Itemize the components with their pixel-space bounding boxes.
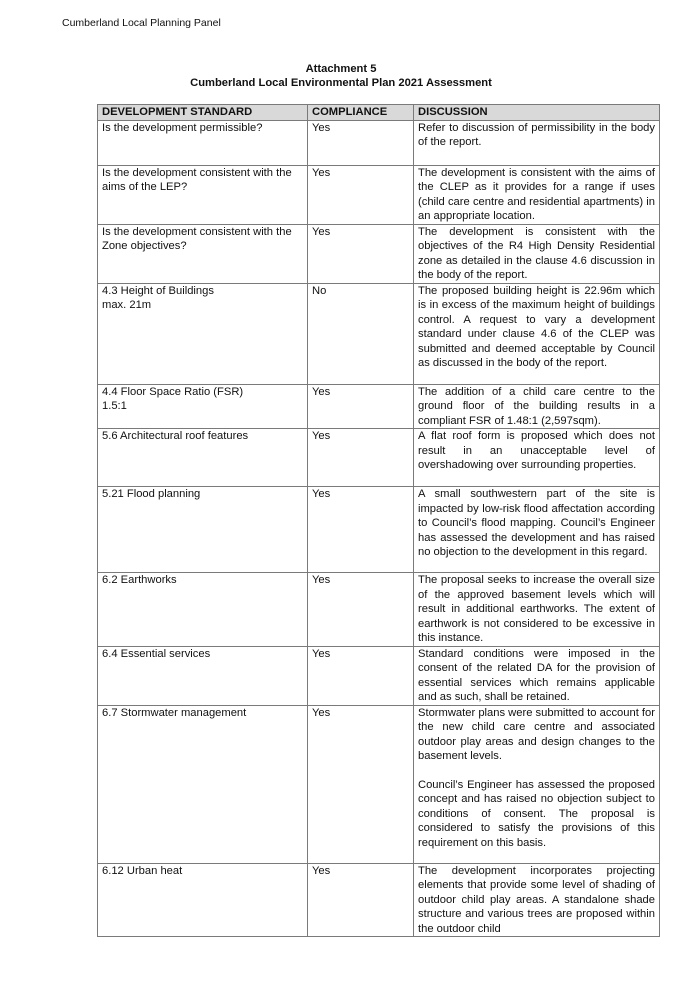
table-row [98,646,660,705]
table-body [98,120,660,937]
cell-discussion [414,283,660,384]
cell-compliance: Yes [308,429,414,487]
attachment-title: Attachment 5 [305,63,377,75]
discussion-paragraph: A flat roof form is proposed which does not result in an unacceptable level of overshadowing over surrounding properties. [418,430,655,471]
cell-discussion [414,120,660,165]
cell-development-standard [98,283,308,384]
header-compliance: COMPLIANCE [308,105,414,121]
standard-line: max. 21m [102,299,152,311]
cell-development-standard [98,573,308,647]
cell-compliance: Yes [308,705,414,863]
discussion-paragraph: The addition of a child care centre to the ground floor of the building results in a compliant FSR of 1.48:1 (2,597sqm). [418,385,655,427]
table-row [98,487,660,573]
header-discussion: DISCUSSION [414,105,660,121]
cell-compliance: Yes [308,487,414,573]
cell-discussion [414,384,660,429]
table-row [98,283,660,384]
cell-discussion [414,487,660,573]
cell-development-standard [98,705,308,863]
cell-discussion [414,705,660,863]
cell-compliance: Yes [308,120,414,165]
cell-discussion [414,224,660,283]
cell-compliance: No [308,283,414,384]
cell-development-standard [98,384,308,429]
cell-discussion [414,863,660,937]
table-row [98,863,660,937]
assessment-table [97,104,660,937]
cell-compliance: Yes [308,384,414,429]
cell-compliance: Yes [308,573,414,647]
table-row [98,705,660,863]
discussion-paragraph: Council’s Engineer has assessed the proposed concept and has raised no objection subject to conditions of consent. The proposal is considered to satisfy the provisions of this requirement on this basis. [418,778,655,849]
discussion-paragraph: The development is consistent with the aims of the CLEP as it provides for a range if uses (child care centre and residential apartments) in an appropriate location. [418,166,655,222]
discussion-paragraph: Stormwater plans were submitted to account for the new child care centre and associated outdoor play areas and design changes to the basement levels. [418,706,655,762]
standard-line: 1.5:1 [102,400,127,412]
title-block [0,63,682,90]
cell-discussion [414,573,660,647]
table-row [98,573,660,647]
header-development-standard: DEVELOPMENT STANDARD [98,105,308,121]
standard-line: 5.21 Flood planning [102,488,201,500]
page-header: Cumberland Local Planning Panel [62,17,221,29]
standard-line: 6.12 Urban heat [102,864,183,877]
standard-line: 4.4 Floor Space Ratio (FSR) [102,385,244,398]
standard-line: Is the development consistent with the Zone objectives? [102,225,292,252]
standard-line: Is the development consistent with the aims of the LEP? [102,166,292,193]
discussion-paragraph: The development incorporates projecting elements that provide some level of shading of outdoor child play areas. A standalone shade structure and various trees are proposed within the outdoor child [418,864,655,935]
cell-development-standard [98,863,308,937]
table-row [98,224,660,283]
table-row [98,429,660,487]
discussion-paragraph: The proposed building height is 22.96m which is in excess of the maximum height of buildings control. A request to vary a development standard under clause 4.6 of the CLEP was submitted and deemed acceptable by Council as discussed in the body of the report. [418,284,655,369]
cell-discussion [414,429,660,487]
cell-compliance: Yes [308,863,414,937]
cell-development-standard [98,429,308,487]
table-header-row [98,105,660,121]
cell-discussion [414,165,660,224]
cell-development-standard [98,646,308,705]
table-row [98,165,660,224]
standard-line: 5.6 Architectural roof features [102,430,249,442]
discussion-paragraph: The development is consistent with the objectives of the R4 High Density Residential zone as detailed in the clause 4.6 discussion in the body of the report. [418,225,655,281]
standard-line: Is the development permissible? [102,121,263,134]
cell-compliance: Yes [308,165,414,224]
standard-line: 6.7 Stormwater management [102,706,247,719]
standard-line: 6.2 Earthworks [102,574,177,586]
cell-development-standard [98,165,308,224]
table-row [98,120,660,165]
document-title: Cumberland Local Environmental Plan 2021 Assessment [190,76,492,89]
standard-line: 6.4 Essential services [102,647,211,660]
table-row [98,384,660,429]
cell-discussion [414,646,660,705]
discussion-paragraph: Refer to discussion of permissibility in the body of the report. [418,121,655,148]
discussion-paragraph: The proposal seeks to increase the overall size of the approved basement levels which will result in additional earthworks. The extent of earthwork is not considered to be excessive in this instance. [418,574,655,644]
cell-development-standard [98,487,308,573]
cell-compliance: Yes [308,224,414,283]
cell-development-standard [98,120,308,165]
cell-compliance: Yes [308,646,414,705]
discussion-paragraph: A small southwestern part of the site is impacted by low-risk flood affectation according to Council’s flood mapping. Council’s Engineer has assessed the development and has raised no objection to the development in this regard. [418,488,655,558]
standard-line: 4.3 Height of Buildings [102,284,214,297]
cell-development-standard [98,224,308,283]
discussion-paragraph: Standard conditions were imposed in the consent of the related DA for the provision of essential services which remains applicable and as such, shall be retained. [418,647,655,703]
